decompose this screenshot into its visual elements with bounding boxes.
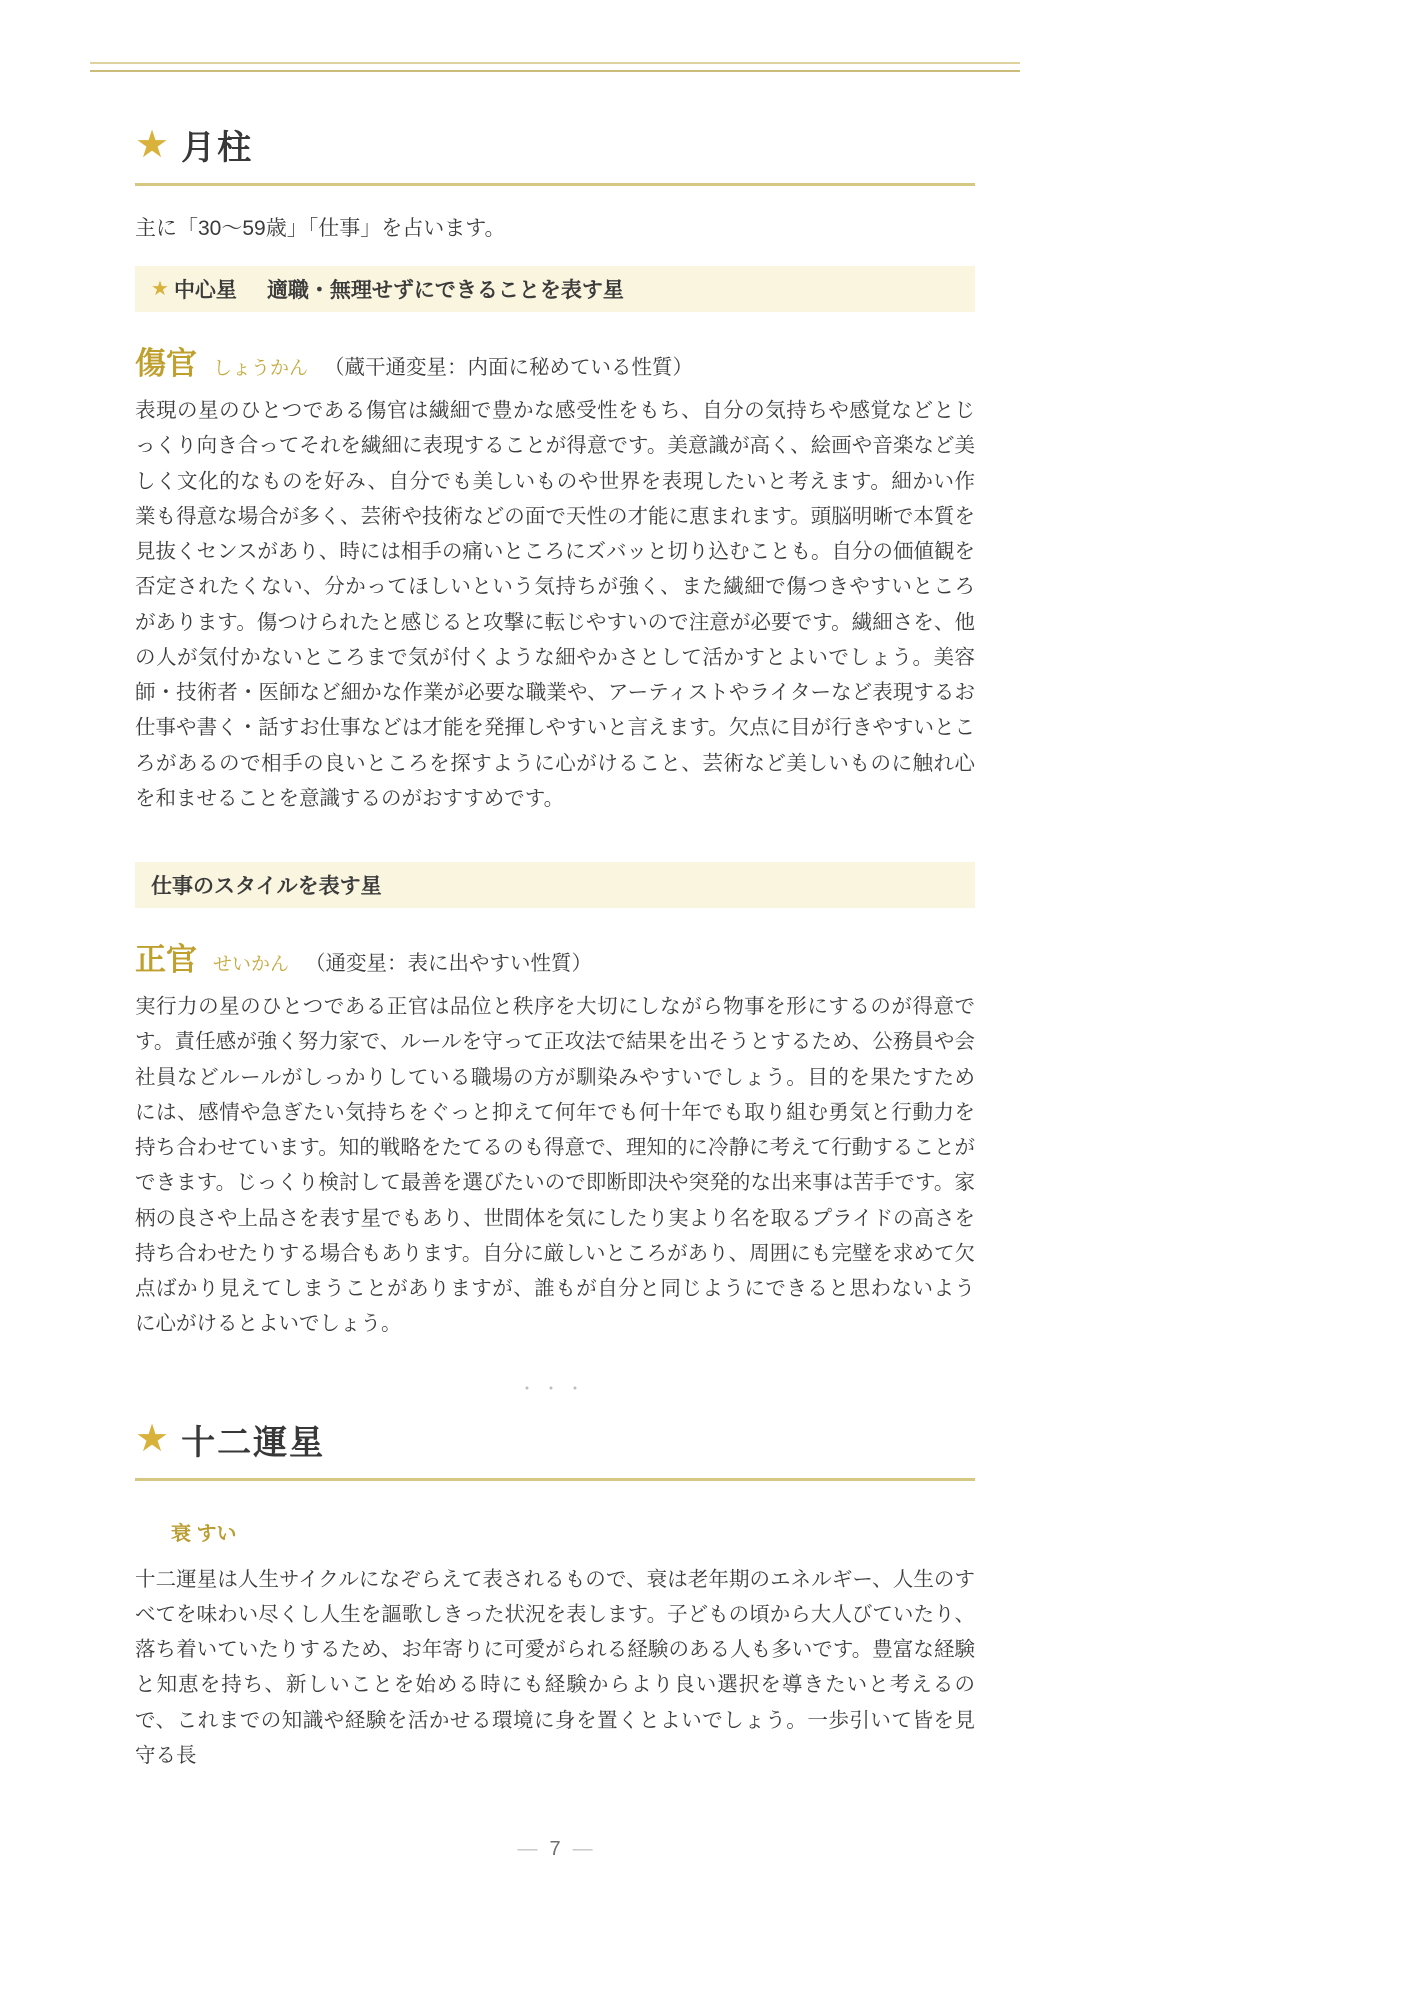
section-title-twelve-stars: 十二運星	[181, 1423, 326, 1462]
star-name: 傷官	[135, 346, 197, 381]
star-note: （通変星：表に出やすい性質）	[305, 952, 593, 975]
center-star-badge-label: 中心星	[173, 279, 237, 302]
footer-dash-right: —	[572, 1838, 593, 1860]
center-star-band	[135, 266, 975, 312]
center-star-band-label: 適職・無理せずにできることを表す星	[266, 279, 624, 302]
center-star-badge	[151, 274, 237, 304]
section-intro: 主に「30〜59歳」「仕事」を占います。	[135, 217, 506, 240]
page-number: 7	[549, 1838, 561, 1860]
section-header-month-pillar	[135, 120, 975, 169]
center-star-description: 表現の星のひとつである傷官は繊細で豊かな感受性をもち、自分の気持ちや感覚などとじっくり向き合ってそれを繊細に表現することが得意です。美意識が高く、絵画や音楽など美しく文化的なものを好み、自分でも美しいものや世界を表現したいと考えます。細かい作業も得意な場合が多く、芸術や技術などの面で天性の才能に恵まれます。頭脳明晰で本質を見抜くセンスがあり、時には相手の痛いところにズバッと切り込むことも。自分の価値観を否定されたくない、分かってほしいという気持ちが強く、また繊細で傷つきやすいところがあります。傷つけられたと感じると攻撃に転じやすいので注意が必要です。繊細さを、他の人が気付かないところまで気が付くような細やかさとして活かすとよいでしょう。美容師・技術者・医師など細かな作業が必要な職業や、アーティストやライターなど表現するお仕事や書く・話すお仕事などは才能を発揮しやすいと言えます。欠点に目が行きやすいところがあるので相手の良いところを探すように心がけること、芸術など美しいものに触れ心を和ませることを意識するのがおすすめです。	[135, 399, 975, 810]
page-content	[135, 120, 975, 1773]
star-icon: ★	[135, 123, 170, 166]
work-star-band	[135, 862, 975, 908]
page-footer	[0, 1838, 1110, 1861]
section-separator-dots: ・・・	[518, 1380, 591, 1398]
star-kana: せいかん	[213, 954, 290, 975]
twelve-stars-subtitle: 衰 すい	[171, 1522, 237, 1545]
top-divider	[90, 62, 1020, 72]
work-star-name-row	[135, 934, 975, 979]
section-underline	[135, 1478, 975, 1481]
work-star-description: 実行力の星のひとつである正官は品位と秩序を大切にしながら物事を形にするのが得意です。責任感が強く努力家で、ルールを守って正攻法で結果を出そうとするため、公務員や会社員などルールがしっかりしている職場の方が馴染みやすいでしょう。目的を果たすためには、感情や急ぎたい気持ちをぐっと抑えて何年でも何十年でも取り組む勇気と行動力を持ち合わせています。知的戦略をたてるのも得意で、理知的に冷静に考えて行動することができます。じっくり検討して最善を選びたいので即断即決や突発的な出来事は苦手です。家柄の良さや上品さを表す星でもあり、世間体を気にしたり実より名を取るプライドの高さを持ち合わせたりする場合もあります。自分に厳しいところがあり、周囲にも完璧を求めて欠点ばかり見えてしまうことがありますが、誰もが自分と同じようにできると思わないように心がけるとよいでしょう。	[135, 995, 975, 1336]
work-star-band-label: 仕事のスタイルを表す星	[151, 875, 382, 898]
center-star-name-row	[135, 338, 975, 383]
section-underline	[135, 183, 975, 186]
twelve-stars-description: 十二運星は人生サイクルになぞらえて表されるもので、衰は老年期のエネルギー、人生のすべてを味わい尽くし人生を謳歌しきった状況を表します。子どもの頃から大人びていたり、落ち着いていたりするため、お年寄りに可愛がられる経験のある人も多いです。豊富な経験と知恵を持ち、新しいことを始める時にも経験からより良い選択を導きたいと考えるので、これまでの知識や経験を活かせる環境に身を置くとよいでしょう。一歩引いて皆を見守る長	[135, 1567, 975, 1767]
section-header-twelve-stars	[135, 1415, 975, 1464]
footer-dash-left: —	[517, 1838, 538, 1860]
star-icon: ★	[135, 1418, 170, 1460]
star-icon: ★	[151, 278, 169, 300]
star-kana: しょうかん	[213, 358, 309, 379]
star-name: 正官	[135, 942, 197, 977]
section-title-month-pillar: 月柱	[181, 129, 254, 167]
star-note: （蔵干通変星：内面に秘めている性質）	[324, 356, 694, 379]
